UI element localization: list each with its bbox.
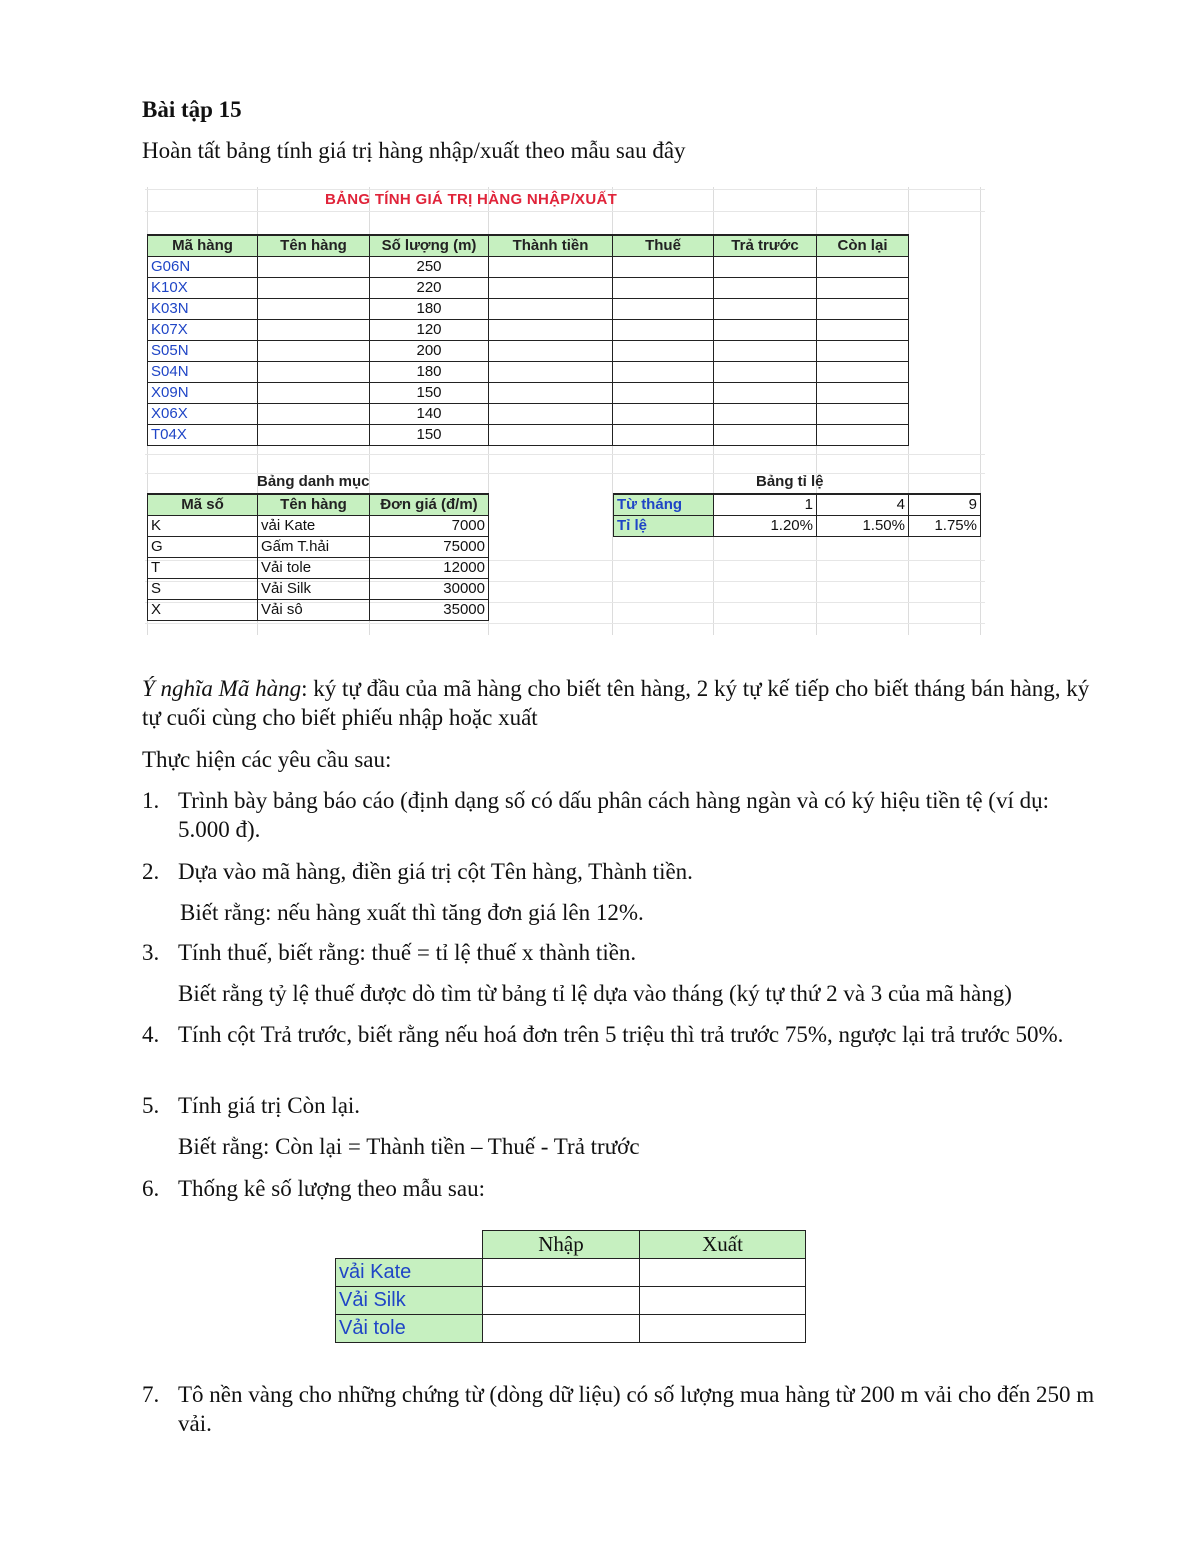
row-qty: 250 (370, 257, 489, 278)
rates-label-month: Từ tháng (614, 494, 714, 516)
row-qty: 200 (370, 341, 489, 362)
table-row (148, 425, 909, 446)
item-number: 5. (142, 1093, 160, 1118)
table-row (336, 1287, 806, 1315)
rates-title: Bảng tỉ lệ (756, 473, 824, 490)
stats-figure (335, 1220, 810, 1355)
meaning-label: Ý nghĩa Mã hàng (142, 676, 302, 701)
table-row (148, 516, 489, 537)
col-ma-hang: Mã hàng (148, 235, 258, 257)
table-row (148, 320, 909, 341)
item-note: Biết rằng: nếu hàng xuất thì tăng đơn giá lên 12%. (180, 900, 644, 925)
catalog-code: K (148, 516, 258, 537)
table-row (148, 404, 909, 425)
table-row (336, 1259, 806, 1287)
exercise-heading: Bài tập 15 (142, 97, 242, 122)
item-number: 3. (142, 940, 160, 965)
stats-header (336, 1231, 806, 1259)
row-code: S04N (148, 362, 258, 383)
catalog-code: T (148, 558, 258, 579)
catalog-title: Bảng danh mục (257, 473, 370, 490)
table-row (148, 537, 489, 558)
col-thanh-tien: Thành tiền (489, 235, 613, 257)
col-ten-hang: Tên hàng (258, 235, 370, 257)
stats-row-label: Vải tole (336, 1315, 483, 1343)
col-nhap: Nhập (483, 1231, 640, 1259)
row-qty: 150 (370, 383, 489, 404)
sheet-title: BẢNG TÍNH GIÁ TRỊ HÀNG NHẬP/XUẤT (325, 191, 618, 208)
catalog-price: 12000 (370, 558, 489, 579)
table-row (148, 558, 489, 579)
item-note: Biết rằng tỷ lệ thuế được dò tìm từ bảng tỉ lệ dựa vào tháng (ký tự thứ 2 và 3 của mã hàng) (178, 981, 1012, 1006)
table-row (336, 1315, 806, 1343)
rates-value: 1.75% (909, 516, 981, 537)
catalog-name: Vải tole (258, 558, 370, 579)
row-qty: 180 (370, 362, 489, 383)
row-code: X06X (148, 404, 258, 425)
item-note: Biết rằng: Còn lại = Thành tiền – Thuế - Trả trước (178, 1134, 640, 1159)
item-number: 7. (142, 1382, 160, 1407)
col-don-gia: Đơn giá (đ/m) (370, 494, 489, 516)
main-table (147, 234, 909, 446)
catalog-table (147, 493, 489, 621)
row-qty: 180 (370, 299, 489, 320)
item-number: 2. (142, 859, 160, 884)
col-ten-hang: Tên hàng (258, 494, 370, 516)
rates-month: 4 (817, 494, 909, 516)
row-code: S05N (148, 341, 258, 362)
item-number: 6. (142, 1176, 160, 1201)
col-thue: Thuế (613, 235, 714, 257)
row-qty: 220 (370, 278, 489, 299)
row-qty: 140 (370, 404, 489, 425)
row-qty: 150 (370, 425, 489, 446)
catalog-name: Vải Silk (258, 579, 370, 600)
rates-month: 9 (909, 494, 981, 516)
table-row (148, 383, 909, 404)
item-number: 1. (142, 788, 160, 813)
item-text: Tính thuế, biết rằng: thuế = tỉ lệ thuế x thành tiền. (178, 940, 637, 965)
table-row (148, 341, 909, 362)
catalog-code: X (148, 600, 258, 621)
meaning-text: : ký tự đầu của mã hàng cho biết tên hàng, 2 ký tự kế tiếp cho biết tháng bán hàng, ký tự cuối cùng cho biết phiếu nhập hoặc xuất (142, 676, 1090, 730)
rates-row-rate (614, 516, 981, 537)
catalog-name: Vải sô (258, 600, 370, 621)
stats-row-label: Vải Silk (336, 1287, 483, 1315)
table-row (148, 257, 909, 278)
rates-month: 1 (714, 494, 817, 516)
spreadsheet-figure (145, 187, 985, 635)
table-row (148, 278, 909, 299)
rates-label-rate: Tỉ lệ (614, 516, 714, 537)
table-row (148, 299, 909, 320)
item-text: Trình bày bảng báo cáo (định dạng số có dấu phân cách hàng ngàn và có ký hiệu tiền tệ (ví dụ: 5.000 đ). (178, 788, 1050, 842)
row-code: K10X (148, 278, 258, 299)
item-text: Tính giá trị Còn lại. (178, 1093, 361, 1118)
meaning-paragraph (142, 674, 1102, 732)
col-con-lai: Còn lại (817, 235, 909, 257)
rates-row-month (614, 494, 981, 516)
col-xuat: Xuất (640, 1231, 806, 1259)
catalog-header (148, 494, 489, 516)
row-code: K07X (148, 320, 258, 341)
row-code: K03N (148, 299, 258, 320)
table-row (148, 362, 909, 383)
col-tra-truoc: Trả trước (714, 235, 817, 257)
item-text: Tô nền vàng cho những chứng từ (dòng dữ liệu) có số lượng mua hàng từ 200 m vải cho đến 250 m vải. (178, 1382, 1095, 1436)
table-row (148, 579, 489, 600)
catalog-code: G (148, 537, 258, 558)
catalog-code: S (148, 579, 258, 600)
stats-row-label: vải Kate (336, 1259, 483, 1287)
table-row (148, 600, 489, 621)
requirements-intro: Thực hiện các yêu cầu sau: (142, 747, 392, 772)
rates-table (613, 493, 981, 537)
catalog-name: vải Kate (258, 516, 370, 537)
col-ma-so: Mã số (148, 494, 258, 516)
row-code: X09N (148, 383, 258, 404)
item-number: 4. (142, 1022, 160, 1047)
catalog-price: 75000 (370, 537, 489, 558)
stats-table (335, 1230, 806, 1343)
col-so-luong: Số lượng (m) (370, 235, 489, 257)
row-code: T04X (148, 425, 258, 446)
exercise-intro: Hoàn tất bảng tính giá trị hàng nhập/xuất theo mẫu sau đây (142, 138, 686, 163)
rates-value: 1.20% (714, 516, 817, 537)
catalog-price: 30000 (370, 579, 489, 600)
catalog-name: Gấm T.hải (258, 537, 370, 558)
item-text: Thống kê số lượng theo mẫu sau: (178, 1176, 485, 1201)
row-code: G06N (148, 257, 258, 278)
item-text: Tính cột Trả trước, biết rằng nếu hoá đơn trên 5 triệu thì trả trước 75%, ngược lại trả trước 50%. (178, 1022, 1064, 1047)
row-qty: 120 (370, 320, 489, 341)
catalog-price: 35000 (370, 600, 489, 621)
catalog-price: 7000 (370, 516, 489, 537)
main-table-header (148, 235, 909, 257)
item-text: Dựa vào mã hàng, điền giá trị cột Tên hàng, Thành tiền. (178, 859, 693, 884)
rates-value: 1.50% (817, 516, 909, 537)
